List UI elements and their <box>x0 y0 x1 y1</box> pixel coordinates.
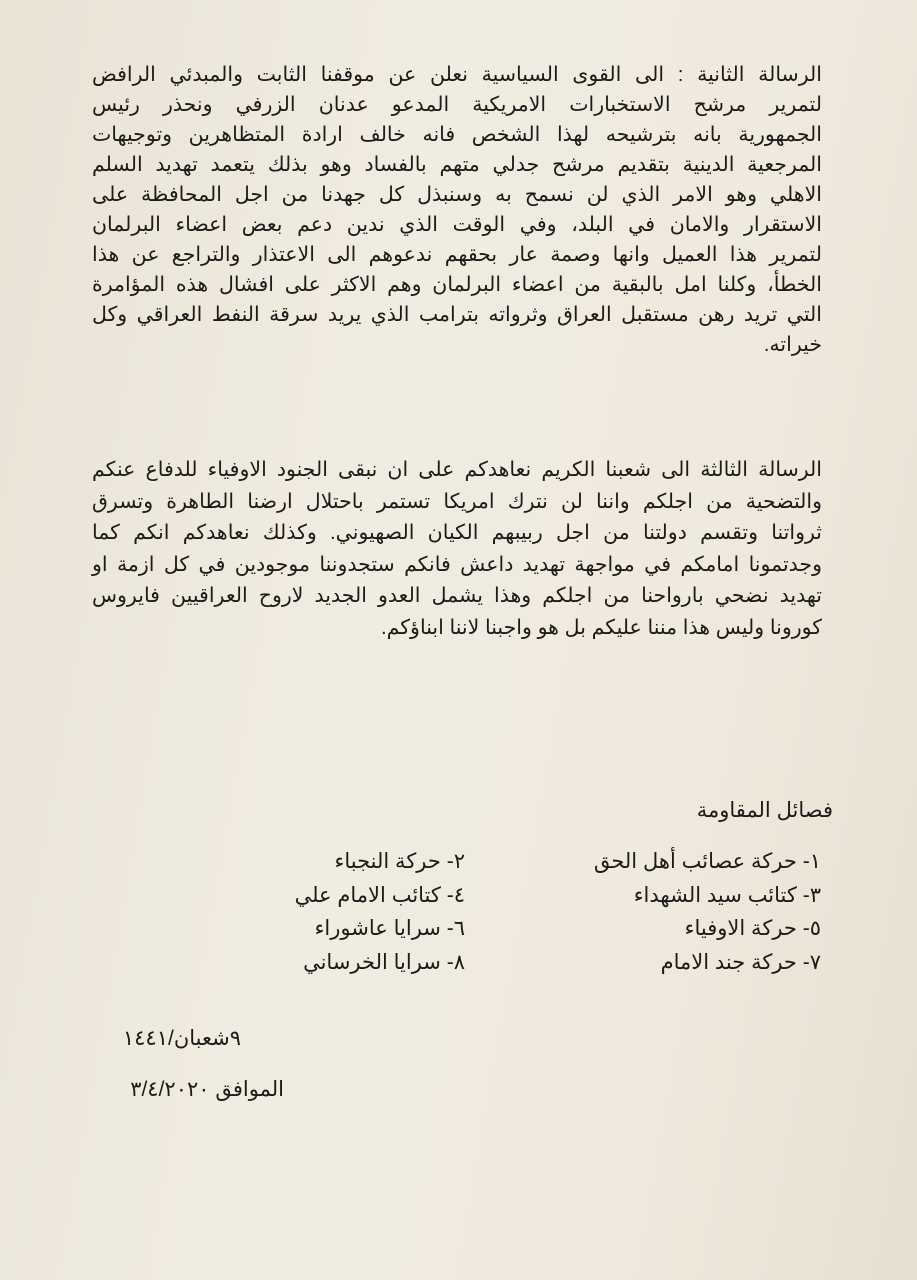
text-line: الخطأ، وكلنا امل بالبقية من اعضاء البرلمان وهم الاكثر على افشال هذه المؤامرة <box>92 273 822 296</box>
text-line: لتمرير هذا العميل وانها وصمة عار بحقهم ندعوهم الى الاعتذار والتراجع عن هذا <box>92 243 822 266</box>
text-line: الرسالة الثانية : الى القوى السياسية نعلن عن موقفنا الثابت والمبدئي الرافض <box>92 63 822 86</box>
paragraph-third-message <box>92 454 822 643</box>
text-line: تهديد نضحي بارواحنا من اجلكم وهذا يشمل العدو الجديد لاروح العراقيين فايروس <box>92 584 822 607</box>
factions-list-left <box>295 845 465 979</box>
text-line: الرسالة الثالثة الى شعبنا الكريم نعاهدكم على ان نبقى الجنود الاوفياء للدفاع عنكم <box>92 458 822 481</box>
text-line: ثرواتنا وتقسم دولتنا من اجل ربيبهم الكيان الصهيوني. وكذلك نعاهدكم انكم كما <box>92 521 822 544</box>
text-line: المرجعية الدينية بتقديم مرشح جدلي متهم بالفساد وهو بذلك يتعمد تهديد السلم <box>92 153 822 176</box>
factions-list-right <box>594 845 821 979</box>
faction-item: ٤- كتائب الامام علي <box>294 883 465 907</box>
faction-item: ٨- سرايا الخرساني <box>303 950 465 974</box>
faction-item: ٣- كتائب سيد الشهداء <box>633 883 821 907</box>
text-line: كورونا وليس هذا مننا عليكم بل هو واجبنا لاننا ابناؤكم. <box>380 615 822 639</box>
text-line: التي تريد رهن مستقبل العراق وثرواته بترامب الذي يريد سرقة النفط العراقي وكل <box>92 303 822 326</box>
faction-item: ٥- حركة الاوفياء <box>684 917 821 940</box>
text-line: الجمهورية بانه بترشيحه لهذا الشخص فانه خالف ارادة المتظاهرين وتوجيهات <box>92 123 822 146</box>
text-line: خيراته. <box>763 333 822 356</box>
faction-item: ٢- حركة النجباء <box>334 850 465 873</box>
faction-item: ١- حركة عصائب أهل الحق <box>593 850 821 873</box>
text-line: الاهلي وهو الامر الذي لن نسمح به وسنبذل كل جهدنا من اجل المحافظة على <box>92 183 822 206</box>
faction-item: ٦- سرايا عاشوراء <box>314 917 465 940</box>
factions-heading: فصائل المقاومة <box>696 799 833 822</box>
text-line: الاستقرار والامان في البلد، وفي الوقت الذي ندين دعم بعض اعضاء البرلمان <box>92 213 822 236</box>
text-line: والتضحية من اجلكم واننا لن نترك امريكا تستمر باحتلال ارضنا الطاهرة وتسرق <box>92 489 822 513</box>
text-line: وجدتمونا امامكم في مواجهة تهديد داعش فانكم ستجدوننا موجودين في كل ازمة او <box>92 552 822 576</box>
faction-item: ٧- حركة جند الامام <box>660 950 821 974</box>
gregorian-date: الموافق ٣/٤/٢٠٢٠ <box>130 1078 284 1101</box>
text-line: لتمرير مرشح الاستخبارات الامريكية المدعو عدنان الزرفي ونحذر رئيس <box>92 93 822 116</box>
paragraph-second-message <box>92 60 822 360</box>
hijri-date: ٩شعبان/١٤٤١ <box>122 1027 241 1050</box>
